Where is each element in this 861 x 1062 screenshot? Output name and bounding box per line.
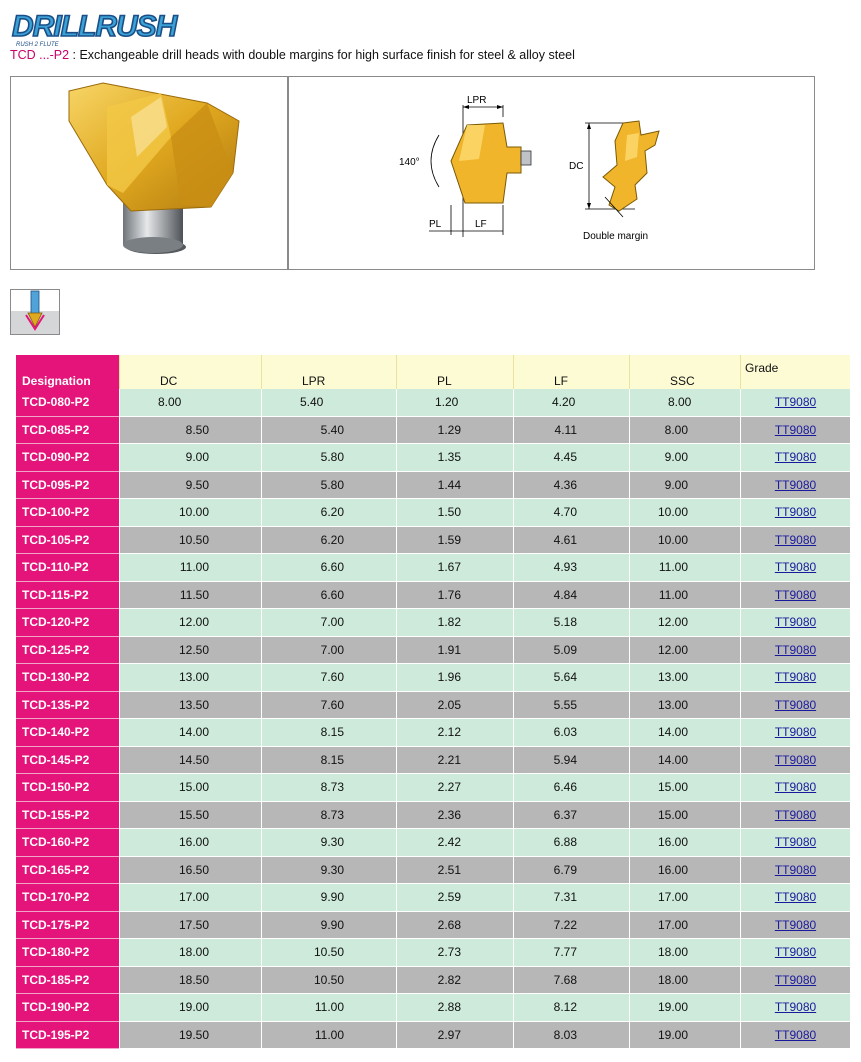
cell-lf: 5.55 — [513, 692, 629, 720]
cell-pl: 2.82 — [396, 967, 513, 995]
cell-ssc: 12.00 — [629, 609, 740, 637]
cell-dc: 12.50 — [119, 637, 261, 665]
cell-ssc: 13.00 — [629, 692, 740, 720]
cell-ssc: 18.00 — [629, 939, 740, 967]
cell-designation: TCD-150-P2 — [16, 774, 119, 802]
cell-dc: 13.00 — [119, 664, 261, 692]
cell-grade — [740, 829, 850, 857]
cell-dc: 19.50 — [119, 1022, 261, 1050]
cell-lf: 4.11 — [513, 417, 629, 445]
cell-ssc: 19.00 — [629, 994, 740, 1022]
cell-ssc: 8.00 — [629, 389, 740, 417]
cell-designation: TCD-175-P2 — [16, 912, 119, 940]
cell-dc: 14.00 — [119, 719, 261, 747]
cell-lpr: 6.60 — [261, 554, 396, 582]
cell-dc: 8.50 — [119, 417, 261, 445]
cell-lpr: 6.20 — [261, 499, 396, 527]
table-row — [16, 389, 850, 417]
cell-dc: 10.00 — [119, 499, 261, 527]
grade-link[interactable]: TT9080 — [774, 505, 817, 520]
cell-designation: TCD-165-P2 — [16, 857, 119, 885]
cell-grade — [740, 884, 850, 912]
label-dc: DC — [569, 161, 584, 172]
table-row — [16, 967, 850, 995]
cell-pl: 2.05 — [396, 692, 513, 720]
cell-pl: 2.27 — [396, 774, 513, 802]
table-row — [16, 857, 850, 885]
cell-pl: 1.96 — [396, 664, 513, 692]
table-row — [16, 774, 850, 802]
cell-lpr: 10.50 — [261, 967, 396, 995]
table-row — [16, 692, 850, 720]
cell-dc: 17.00 — [119, 884, 261, 912]
cell-grade — [740, 554, 850, 582]
cell-lf: 6.37 — [513, 802, 629, 830]
cell-lpr: 9.30 — [261, 857, 396, 885]
cell-ssc: 10.00 — [629, 499, 740, 527]
cell-lpr: 8.15 — [261, 719, 396, 747]
cell-lpr: 6.20 — [261, 527, 396, 555]
cell-ssc: 13.00 — [629, 664, 740, 692]
cell-lf: 8.03 — [513, 1022, 629, 1050]
cell-pl: 2.68 — [396, 912, 513, 940]
cell-dc: 9.00 — [119, 444, 261, 472]
cell-lf: 5.64 — [513, 664, 629, 692]
cell-designation: TCD-110-P2 — [16, 554, 119, 582]
cell-lpr: 7.00 — [261, 609, 396, 637]
cell-pl: 2.88 — [396, 994, 513, 1022]
cell-pl: 2.12 — [396, 719, 513, 747]
cell-pl: 2.42 — [396, 829, 513, 857]
cell-grade — [740, 527, 850, 555]
grade-link[interactable]: TT9080 — [774, 780, 817, 795]
grade-link[interactable]: TT9080 — [774, 477, 817, 492]
drill-head-image — [11, 77, 287, 269]
cell-grade — [740, 994, 850, 1022]
cell-lpr: 5.80 — [261, 444, 396, 472]
cell-grade — [740, 912, 850, 940]
col-header-lpr: LPR — [261, 355, 396, 389]
cell-designation: TCD-125-P2 — [16, 637, 119, 665]
cell-pl: 1.59 — [396, 527, 513, 555]
table-row — [16, 1022, 850, 1050]
cell-ssc: 15.00 — [629, 774, 740, 802]
cell-dc: 11.00 — [119, 554, 261, 582]
label-double-margin: Double margin — [583, 231, 649, 242]
cell-grade — [740, 802, 850, 830]
cell-pl: 1.50 — [396, 499, 513, 527]
table-row — [16, 582, 850, 610]
table-row — [16, 939, 850, 967]
cell-grade — [740, 1022, 850, 1050]
cell-designation: TCD-130-P2 — [16, 664, 119, 692]
cell-lf: 4.84 — [513, 582, 629, 610]
grade-link[interactable]: TT9080 — [774, 642, 817, 657]
cell-lpr: 11.00 — [261, 1022, 396, 1050]
cell-lf: 8.12 — [513, 994, 629, 1022]
cell-lf: 7.68 — [513, 967, 629, 995]
cell-dc: 13.50 — [119, 692, 261, 720]
cell-lpr: 5.40 — [261, 417, 396, 445]
brand-tagline: RUSH 2 FLUTE — [16, 42, 59, 48]
cell-lpr: 5.40 — [261, 389, 396, 417]
cell-dc: 11.50 — [119, 582, 261, 610]
cell-pl: 2.97 — [396, 1022, 513, 1050]
cell-designation: TCD-195-P2 — [16, 1022, 119, 1050]
cell-lpr: 9.90 — [261, 912, 396, 940]
cell-pl: 1.44 — [396, 472, 513, 500]
cell-lpr: 9.30 — [261, 829, 396, 857]
cell-lf: 4.45 — [513, 444, 629, 472]
cell-designation: TCD-145-P2 — [16, 747, 119, 775]
table-row — [16, 472, 850, 500]
cell-grade — [740, 967, 850, 995]
cell-lf: 4.20 — [513, 389, 629, 417]
cell-designation: TCD-170-P2 — [16, 884, 119, 912]
grade-link[interactable]: TT9080 — [774, 670, 817, 685]
cell-pl: 1.35 — [396, 444, 513, 472]
table-header-row — [16, 355, 850, 389]
cell-dc: 8.00 — [119, 389, 261, 417]
col-header-pl: PL — [396, 355, 513, 389]
cell-lpr: 7.00 — [261, 637, 396, 665]
cell-ssc: 8.00 — [629, 417, 740, 445]
table-row — [16, 912, 850, 940]
dimension-diagram-panel — [288, 76, 815, 270]
cell-pl: 2.73 — [396, 939, 513, 967]
cell-lf: 6.03 — [513, 719, 629, 747]
cell-ssc: 11.00 — [629, 582, 740, 610]
table-row — [16, 444, 850, 472]
cell-lf: 4.36 — [513, 472, 629, 500]
cell-dc: 16.50 — [119, 857, 261, 885]
cell-ssc: 10.00 — [629, 527, 740, 555]
col-header-lf: LF — [513, 355, 629, 389]
table-row — [16, 637, 850, 665]
side-view-drawing — [399, 95, 531, 237]
label-angle: 140° — [399, 157, 420, 168]
cell-pl: 2.21 — [396, 747, 513, 775]
cell-dc: 14.50 — [119, 747, 261, 775]
cell-ssc: 12.00 — [629, 637, 740, 665]
table-row — [16, 802, 850, 830]
cell-designation: TCD-180-P2 — [16, 939, 119, 967]
cell-ssc: 16.00 — [629, 857, 740, 885]
cell-grade — [740, 939, 850, 967]
table-row — [16, 664, 850, 692]
table-row — [16, 747, 850, 775]
cell-dc: 9.50 — [119, 472, 261, 500]
cell-lf: 4.61 — [513, 527, 629, 555]
grade-link[interactable]: TT9080 — [774, 725, 817, 740]
cell-lpr: 9.90 — [261, 884, 396, 912]
label-lf: LF — [475, 219, 487, 230]
grade-link[interactable]: TT9080 — [774, 752, 817, 767]
product-subtitle — [10, 48, 575, 62]
grade-link[interactable]: TT9080 — [774, 890, 817, 905]
table-row — [16, 884, 850, 912]
drill-head-spec-table — [16, 355, 850, 1049]
cell-dc: 18.00 — [119, 939, 261, 967]
cell-dc: 15.50 — [119, 802, 261, 830]
cell-pl: 1.82 — [396, 609, 513, 637]
cell-lpr: 11.00 — [261, 994, 396, 1022]
cell-pl: 1.91 — [396, 637, 513, 665]
table-row — [16, 417, 850, 445]
subtitle-separator: : — [69, 48, 80, 62]
cell-grade — [740, 857, 850, 885]
cell-ssc: 11.00 — [629, 554, 740, 582]
cell-grade — [740, 444, 850, 472]
cell-lpr: 6.60 — [261, 582, 396, 610]
cell-pl: 1.67 — [396, 554, 513, 582]
cell-grade — [740, 664, 850, 692]
cell-dc: 15.00 — [119, 774, 261, 802]
cell-grade — [740, 472, 850, 500]
cell-grade — [740, 747, 850, 775]
cell-pl: 1.20 — [396, 389, 513, 417]
table-row — [16, 609, 850, 637]
table-row — [16, 719, 850, 747]
front-view-drawing — [569, 121, 659, 242]
cell-designation: TCD-085-P2 — [16, 417, 119, 445]
grade-link[interactable]: TT9080 — [774, 532, 817, 547]
cell-lf: 7.22 — [513, 912, 629, 940]
cell-designation: TCD-140-P2 — [16, 719, 119, 747]
cell-dc: 18.50 — [119, 967, 261, 995]
table-row — [16, 499, 850, 527]
cell-ssc: 14.00 — [629, 719, 740, 747]
cell-designation: TCD-080-P2 — [16, 389, 119, 417]
cell-grade — [740, 719, 850, 747]
table-row — [16, 527, 850, 555]
cell-pl: 2.51 — [396, 857, 513, 885]
cell-lf: 4.70 — [513, 499, 629, 527]
cell-grade — [740, 692, 850, 720]
cell-designation: TCD-090-P2 — [16, 444, 119, 472]
cell-lf: 7.77 — [513, 939, 629, 967]
col-header-ssc: SSC — [629, 355, 740, 389]
grade-link[interactable]: TT9080 — [774, 560, 817, 575]
label-pl: PL — [429, 219, 442, 230]
cell-grade — [740, 499, 850, 527]
cell-designation: TCD-105-P2 — [16, 527, 119, 555]
grade-link[interactable]: TT9080 — [774, 587, 817, 602]
cell-designation: TCD-155-P2 — [16, 802, 119, 830]
cell-lf: 5.18 — [513, 609, 629, 637]
cell-dc: 10.50 — [119, 527, 261, 555]
grade-link[interactable]: TT9080 — [774, 1000, 817, 1015]
cell-designation: TCD-100-P2 — [16, 499, 119, 527]
cell-designation: TCD-185-P2 — [16, 967, 119, 995]
cell-lpr: 7.60 — [261, 664, 396, 692]
dimension-diagram — [289, 77, 814, 269]
cell-lf: 5.94 — [513, 747, 629, 775]
cell-grade — [740, 774, 850, 802]
cell-grade — [740, 637, 850, 665]
cell-pl: 1.29 — [396, 417, 513, 445]
cell-lpr: 8.73 — [261, 774, 396, 802]
drillrush-logo — [10, 4, 250, 48]
cell-lf: 6.88 — [513, 829, 629, 857]
cell-designation: TCD-190-P2 — [16, 994, 119, 1022]
cell-ssc: 9.00 — [629, 444, 740, 472]
grade-link[interactable]: TT9080 — [774, 972, 817, 987]
cell-lf: 7.31 — [513, 884, 629, 912]
grade-link[interactable]: TT9080 — [774, 697, 817, 712]
cell-dc: 16.00 — [119, 829, 261, 857]
grade-link[interactable]: TT9080 — [774, 450, 817, 465]
cell-designation: TCD-120-P2 — [16, 609, 119, 637]
cell-grade — [740, 417, 850, 445]
grade-link[interactable]: TT9080 — [774, 807, 817, 822]
col-header-dc: DC — [119, 355, 261, 389]
cell-designation: TCD-115-P2 — [16, 582, 119, 610]
cell-pl: 1.76 — [396, 582, 513, 610]
grade-link[interactable]: TT9080 — [774, 835, 817, 850]
cell-lpr: 7.60 — [261, 692, 396, 720]
grade-link[interactable]: TT9080 — [774, 615, 817, 630]
product-code: TCD ...-P2 — [10, 48, 70, 62]
cell-lf: 6.79 — [513, 857, 629, 885]
table-row — [16, 554, 850, 582]
drilling-application-icon — [10, 289, 60, 335]
cell-lpr: 8.73 — [261, 802, 396, 830]
cell-ssc: 14.00 — [629, 747, 740, 775]
grade-link[interactable]: TT9080 — [774, 1027, 817, 1042]
cell-lf: 5.09 — [513, 637, 629, 665]
grade-link[interactable]: TT9080 — [774, 945, 817, 960]
brand-wordmark: DRILLRUSH — [12, 10, 177, 43]
cell-ssc: 17.00 — [629, 912, 740, 940]
table-row — [16, 994, 850, 1022]
grade-link[interactable]: TT9080 — [774, 422, 817, 437]
col-header-grade: Grade — [740, 355, 850, 389]
cell-ssc: 17.00 — [629, 884, 740, 912]
cell-pl: 2.59 — [396, 884, 513, 912]
cell-ssc: 16.00 — [629, 829, 740, 857]
cell-grade — [740, 582, 850, 610]
cell-ssc: 19.00 — [629, 1022, 740, 1050]
product-description: Exchangeable drill heads with double margins for high surface finish for steel & alloy steel — [79, 48, 575, 62]
cell-grade — [740, 609, 850, 637]
cell-dc: 17.50 — [119, 912, 261, 940]
cell-lpr: 10.50 — [261, 939, 396, 967]
cell-designation: TCD-160-P2 — [16, 829, 119, 857]
cell-dc: 19.00 — [119, 994, 261, 1022]
cell-ssc: 15.00 — [629, 802, 740, 830]
grade-link[interactable]: TT9080 — [774, 395, 817, 410]
cell-grade — [740, 389, 850, 417]
cell-ssc: 18.00 — [629, 967, 740, 995]
cell-ssc: 9.00 — [629, 472, 740, 500]
drill-head-photo-panel — [10, 76, 288, 270]
cell-lf: 6.46 — [513, 774, 629, 802]
grade-link[interactable]: TT9080 — [774, 862, 817, 877]
cell-lf: 4.93 — [513, 554, 629, 582]
cell-designation: TCD-135-P2 — [16, 692, 119, 720]
col-header-designation: Designation — [16, 355, 119, 389]
cell-lpr: 5.80 — [261, 472, 396, 500]
grade-link[interactable]: TT9080 — [774, 917, 817, 932]
cell-pl: 2.36 — [396, 802, 513, 830]
cell-lpr: 8.15 — [261, 747, 396, 775]
cell-designation: TCD-095-P2 — [16, 472, 119, 500]
cell-dc: 12.00 — [119, 609, 261, 637]
table-row — [16, 829, 850, 857]
label-lpr: LPR — [467, 95, 487, 106]
